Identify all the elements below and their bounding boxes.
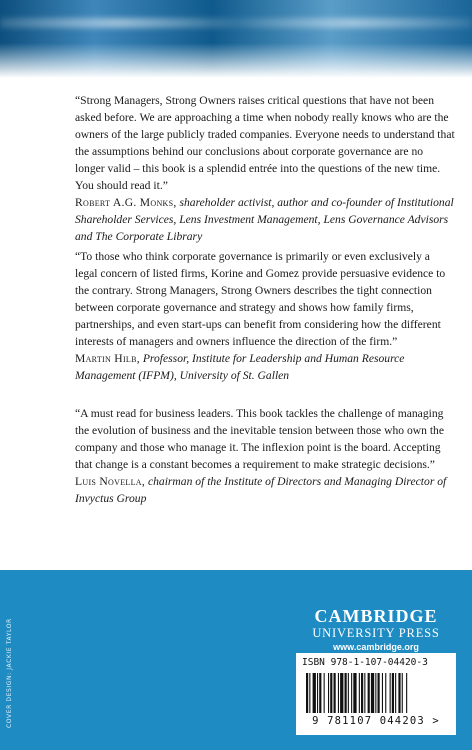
barcode-bar [345, 673, 347, 713]
attribution-name: Martin Hilb, [75, 352, 140, 365]
quote-attribution [75, 350, 455, 384]
barcode-bar [313, 673, 316, 713]
barcode-icon [304, 673, 448, 715]
barcode-bar [368, 673, 370, 713]
isbn-label: ISBN 978-1-107-04420-3 [302, 657, 428, 668]
barcode-bar [348, 673, 349, 713]
quote-text: “Strong Managers, Strong Owners raises critical questions that have not been asked before. We are approaching a time when nobody really knows who are the owners of the large publicly traded companies. Everyone needs to understand that the assumptions behind our conclusions about corporate governance are no longer valid – this book is a splendid entrée into the questions of the new time. You should read it.” [75, 94, 455, 192]
barcode-bar [351, 673, 352, 713]
attribution-role: chairman of the Institute of Directors and Managing Director of Invyctus Group [75, 475, 447, 505]
endorsement-monks [75, 92, 455, 245]
attribution-role: shareholder activist, author and co-founder of Institutional Shareholder Services, Lens Investment Management, Lens Governance Advisors and The Corporate Library [75, 196, 454, 243]
barcode-bar [382, 673, 383, 713]
attribution-name: Robert A.G. Monks, [75, 196, 177, 209]
barcode-bar [359, 673, 360, 713]
top-gradient-band [0, 0, 472, 78]
attribution-name: Luis Novella, [75, 475, 146, 488]
barcode-bar [406, 673, 407, 713]
publisher-name: CAMBRIDGE [314, 606, 438, 626]
barcode-bar [402, 673, 403, 713]
barcode-bar [364, 673, 365, 713]
barcode-bar [398, 673, 400, 713]
barcode-bar [334, 673, 336, 713]
quote-text: “A must read for business leaders. This book tackles the challenge of managing the evolution of business and the inevitable tension between those who own the company and those who manage it. The inflexion point is the board. Accepting that change is a constant becomes a requirement to make strategic decisions.” [75, 407, 444, 471]
barcode-bar [378, 673, 380, 713]
cover-design-credit: COVER DESIGN: JACKIE TAYLOR [6, 618, 13, 728]
barcode-bar [306, 673, 308, 713]
barcode-bar [395, 673, 396, 713]
quote-text: “To those who think corporate governance is primarily or even exclusively a legal concern of listed firms, Korine and Gomez provide persuasive evidence to the contrary. Strong Managers, Strong Owners describes the tight connection between corporate governance and strategy and shows how family firms, partnerships, and even start-ups can benefit from considering how the different interests of managers and owners influence the direction of the firm.” [75, 250, 446, 348]
publisher-subtitle: UNIVERSITY PRESS [312, 626, 440, 640]
quote-attribution [75, 473, 455, 507]
barcode-bar [340, 673, 343, 713]
attribution-role: Professor, Institute for Leadership and Human Resource Management (IFPM), University of St. Gallen [75, 352, 405, 382]
publisher-logo [296, 607, 456, 654]
barcode-bar [338, 673, 339, 713]
barcode-bar [361, 673, 363, 713]
barcode-bar [317, 673, 318, 713]
barcode-bar [385, 673, 386, 713]
publisher-url: www.cambridge.org [333, 642, 419, 652]
quote-attribution [75, 194, 455, 245]
barcode-bar [392, 673, 394, 713]
barcode-bar [390, 673, 391, 713]
barcode-bar [375, 673, 376, 713]
barcode-bar [319, 673, 321, 713]
endorsement-hilb [75, 248, 455, 384]
barcode-bar [330, 673, 332, 713]
endorsement-novella [75, 405, 455, 507]
barcode-bar [328, 673, 329, 713]
barcode-digits: 9 781107 044203 > [312, 715, 440, 727]
barcode-bar [371, 673, 374, 713]
barcode-bar [353, 673, 356, 713]
barcode-box [296, 653, 456, 735]
barcode-bar [309, 673, 310, 713]
barcode-bar [324, 673, 325, 713]
